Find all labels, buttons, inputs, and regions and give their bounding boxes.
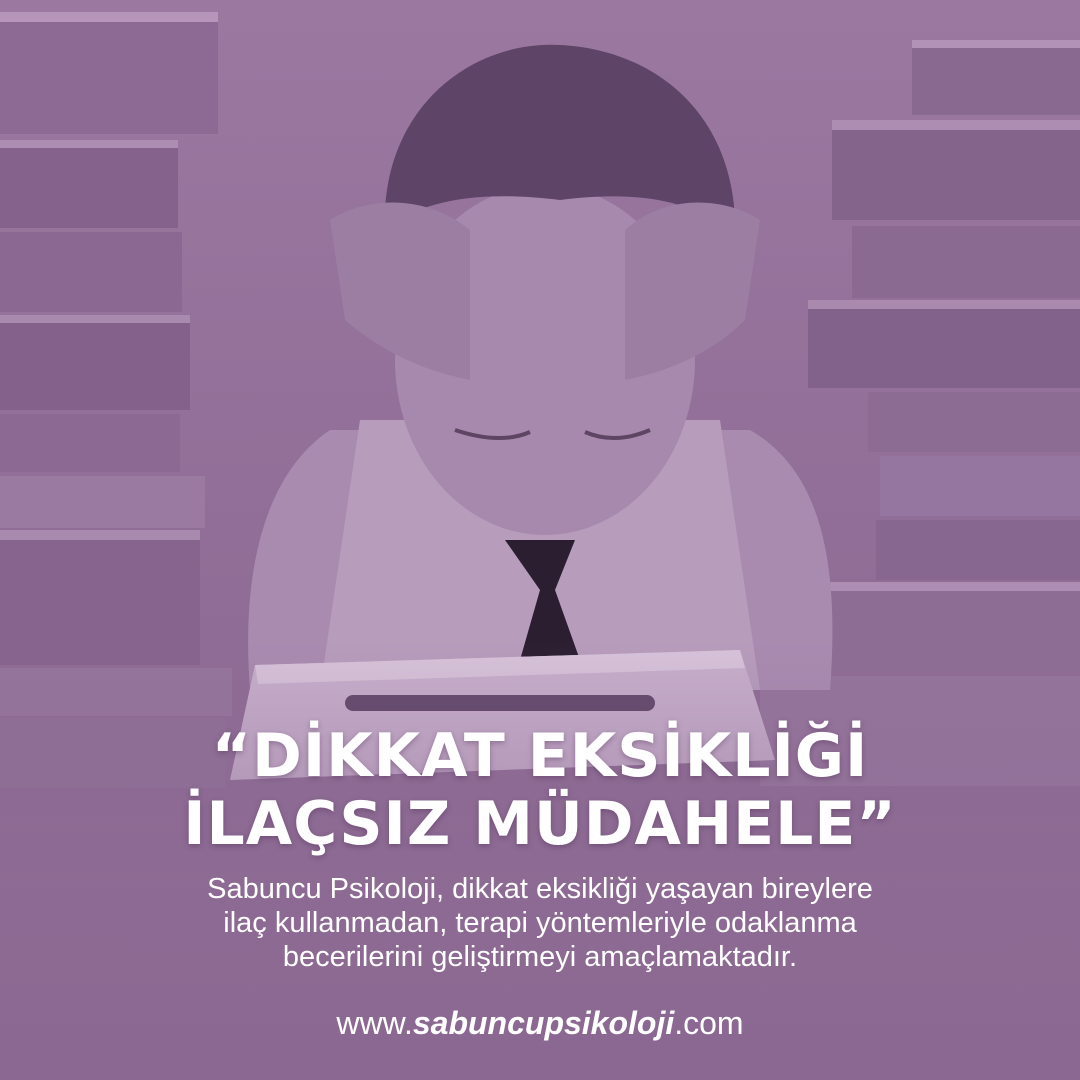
child-figure (248, 45, 832, 690)
description (60, 872, 1020, 974)
headline (0, 722, 1080, 858)
website-link[interactable] (0, 1003, 1080, 1043)
website-prefix: www. (336, 1005, 413, 1041)
website-suffix: .com (674, 1005, 744, 1041)
website-brand: sabuncupsikoloji (412, 1005, 675, 1041)
headline-line-2: İLAÇSIZ MÜDAHELE” (183, 789, 897, 859)
headline-line-1: “DİKKAT EKSİKLİĞİ (211, 721, 869, 791)
description-line-2: ilaç kullanmadan, terapi yöntemleriyle odaklanma (223, 907, 857, 939)
description-line-1: Sabuncu Psikoloji, dikkat eksikliği yaşayan bireylere (207, 873, 873, 905)
description-line-3: becerilerini geliştirmeyi amaçlamaktadır. (282, 941, 798, 973)
